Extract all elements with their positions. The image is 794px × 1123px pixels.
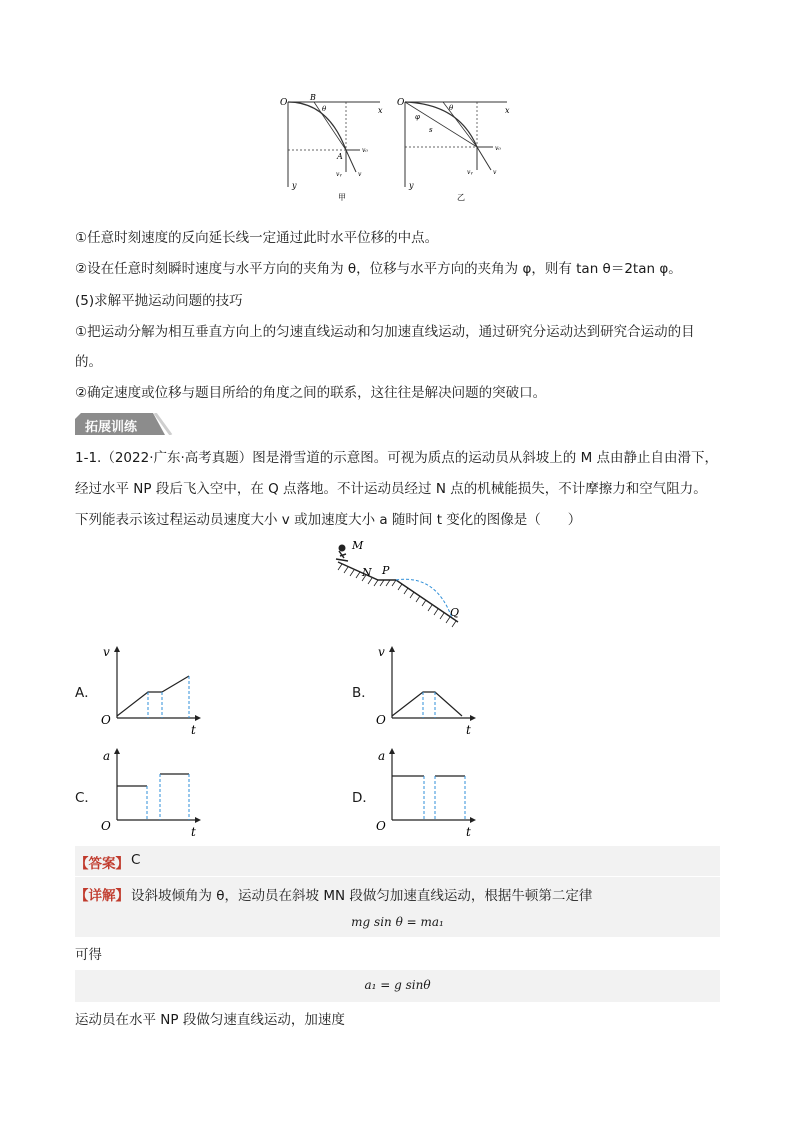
option-c-xlabel: t xyxy=(191,825,196,838)
detail-text: 设斜坡倾角为 θ，运动员在斜坡 MN 段做匀加速直线运动，根据牛顿第二定律 xyxy=(131,888,593,904)
jia-caption: 甲 xyxy=(338,193,346,202)
yi-vx: v₀ xyxy=(495,145,501,152)
paragraph-1: ①任意时刻速度的反向延长线一定通过此时水平位移的中点。 xyxy=(75,230,439,246)
jia-angle: θ xyxy=(322,105,327,113)
option-b-ylabel: v xyxy=(378,645,385,659)
option-d-graph[interactable] xyxy=(372,746,482,838)
option-c-graph[interactable] xyxy=(97,746,207,838)
detail-kede: 可得 xyxy=(75,947,102,963)
ski-point-n: N xyxy=(362,566,372,579)
equation-1: mg sin θ = ma₁ xyxy=(351,915,444,929)
yi-angle-phi: φ xyxy=(415,113,420,121)
answer-block xyxy=(75,846,720,876)
paragraph-4a: ①把运动分解为相互垂直方向上的匀速直线运动和匀加速直线运动，通过研究分运动达到研究合运动的目 xyxy=(75,324,695,340)
option-c-ylabel: a xyxy=(103,749,111,763)
option-a-graph[interactable] xyxy=(97,644,207,736)
option-b-label[interactable]: B． xyxy=(352,685,375,701)
option-b-graph[interactable] xyxy=(372,644,482,736)
option-c-origin: O xyxy=(101,819,111,833)
jia-point-a: A xyxy=(337,152,343,161)
yi-x-axis: x xyxy=(505,106,510,115)
yi-v: v xyxy=(493,169,497,176)
jia-v: v xyxy=(358,171,362,178)
figure-yi xyxy=(397,92,517,202)
option-a-ylabel: v xyxy=(103,645,110,659)
section-badge xyxy=(75,413,175,435)
ski-slope-figure xyxy=(328,534,474,634)
equation-2: a₁ = g sinθ xyxy=(364,978,431,992)
yi-y-axis: y xyxy=(409,181,414,190)
answer-value: C xyxy=(131,852,141,868)
question-line-2: 经过水平 NP 段后飞入空中，在 Q 点落地。不计运动员经过 N 点的机械能损失，不计摩擦力和空气阻力。 xyxy=(75,481,707,497)
option-a-label[interactable]: A． xyxy=(75,685,98,701)
answer-tag: 【答案】 xyxy=(75,856,129,872)
yi-vy: vᵧ xyxy=(467,169,473,176)
yi-origin: O xyxy=(397,98,405,108)
yi-caption: 乙 xyxy=(457,193,465,202)
ski-point-m: M xyxy=(352,539,364,552)
option-a-origin: O xyxy=(101,713,111,727)
yi-angle-theta: θ xyxy=(449,104,454,112)
detail-last: 运动员在水平 NP 段做匀速直线运动，加速度 xyxy=(75,1012,345,1028)
paragraph-4b: 的。 xyxy=(75,354,102,370)
option-d-origin: O xyxy=(376,819,386,833)
option-d-ylabel: a xyxy=(378,749,386,763)
paragraph-3: (5)求解平抛运动问题的技巧 xyxy=(75,293,243,309)
jia-y-axis: y xyxy=(292,181,297,190)
figure-jia xyxy=(280,92,388,202)
question-line-3: 下列能表示该过程运动员速度大小 v 或加速度大小 a 随时间 t 变化的图像是（ ） xyxy=(75,512,582,528)
detail-tag: 【详解】 xyxy=(75,888,129,904)
skier-icon xyxy=(339,545,346,552)
option-a-xlabel: t xyxy=(191,723,196,736)
jia-x-axis: x xyxy=(378,106,383,115)
ski-point-p: P xyxy=(382,564,390,577)
jia-vx: v₀ xyxy=(362,147,368,154)
paragraph-2: ②设在任意时刻瞬时速度与水平方向的夹角为 θ，位移与水平方向的夹角为 φ，则有 tan θ＝2tan φ。 xyxy=(75,261,682,277)
jia-vy: vᵧ xyxy=(336,171,342,178)
badge-label: 拓展训练 xyxy=(85,420,138,435)
option-b-xlabel: t xyxy=(466,723,471,736)
yi-displacement: s xyxy=(429,126,433,134)
ski-point-q: Q xyxy=(450,606,460,619)
option-b-origin: O xyxy=(376,713,386,727)
question-line-1: 1-1.（2022·广东·高考真题）图是滑雪道的示意图。可视为质点的运动员从斜坡上的 M 点由静止自由滑下， xyxy=(75,450,719,466)
option-d-xlabel: t xyxy=(466,825,471,838)
jia-point-b: B xyxy=(310,93,316,102)
paragraph-5: ②确定速度或位移与题目所给的角度之间的联系，这往往是解决问题的突破口。 xyxy=(75,385,547,401)
jia-origin: O xyxy=(280,98,288,108)
option-c-label[interactable]: C． xyxy=(75,790,98,806)
option-d-label[interactable]: D． xyxy=(352,790,376,806)
